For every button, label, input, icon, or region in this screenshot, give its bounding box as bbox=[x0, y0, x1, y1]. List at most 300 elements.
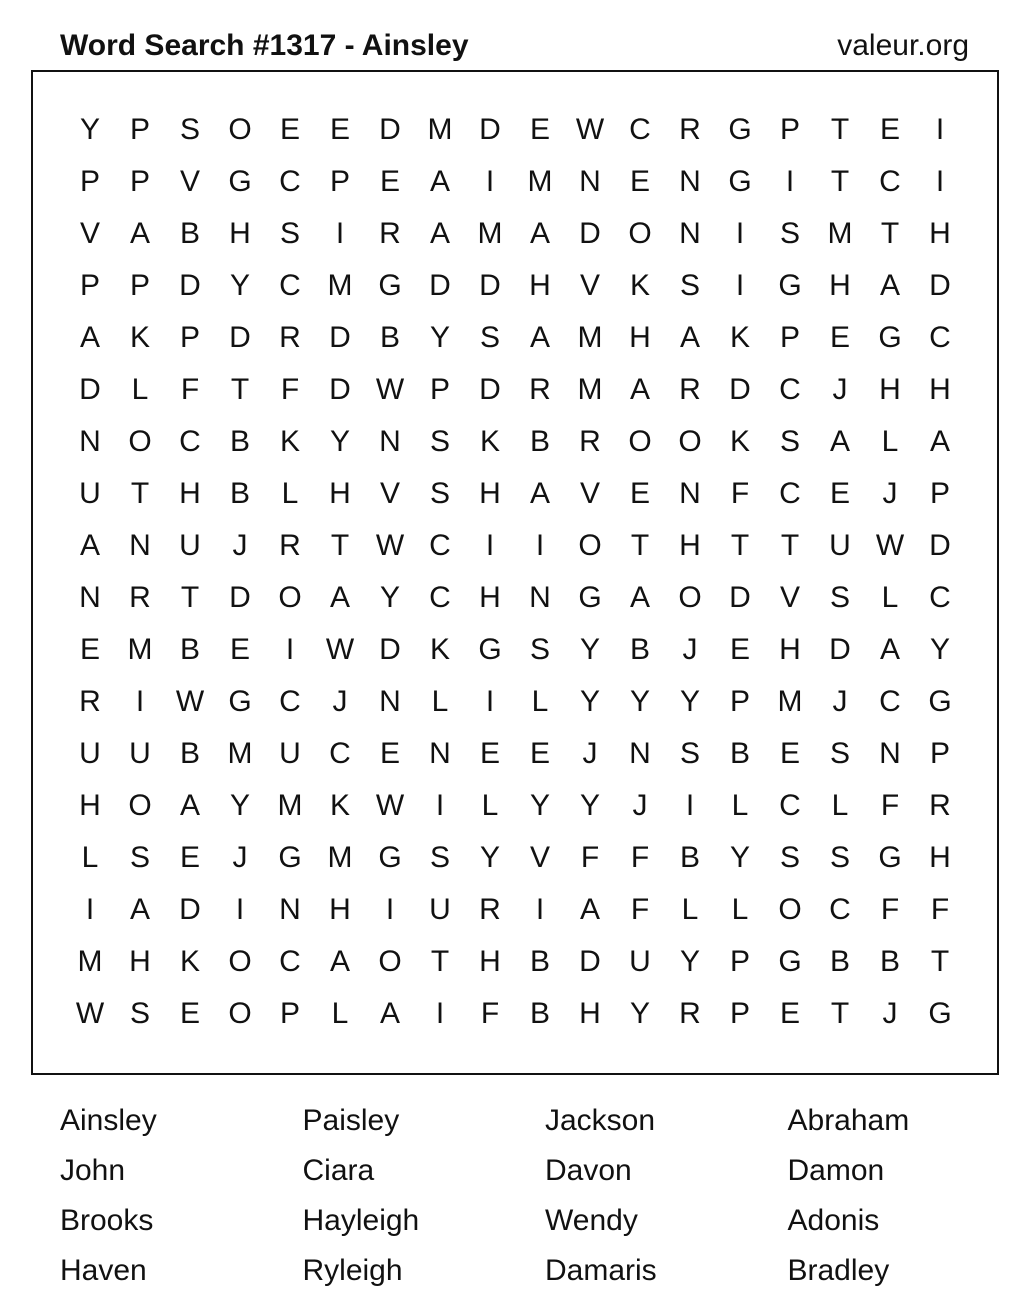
grid-letter: E bbox=[479, 737, 500, 770]
grid-letter: A bbox=[179, 789, 200, 822]
grid-letter: A bbox=[629, 581, 650, 614]
grid-letter: C bbox=[779, 789, 801, 822]
grid-letter: K bbox=[479, 425, 500, 458]
grid-letter: H bbox=[829, 269, 851, 302]
grid-letter: I bbox=[435, 997, 445, 1030]
grid-letter: G bbox=[228, 165, 252, 198]
grid-letter: C bbox=[429, 529, 451, 562]
grid-letter: Y bbox=[579, 633, 600, 666]
grid-letter: D bbox=[379, 113, 401, 146]
grid-letter: M bbox=[777, 685, 803, 718]
grid-letter: H bbox=[479, 477, 501, 510]
grid-letter: B bbox=[229, 477, 250, 510]
grid-letter: O bbox=[678, 581, 702, 614]
grid-letter: W bbox=[175, 685, 205, 718]
grid-letter: R bbox=[279, 529, 301, 562]
grid-letter: Y bbox=[579, 685, 600, 718]
grid-letter: I bbox=[535, 529, 545, 562]
grid-letter: H bbox=[929, 841, 951, 874]
grid-letter: B bbox=[179, 217, 200, 250]
word-list-item: Jackson bbox=[545, 1104, 656, 1137]
grid-letter: H bbox=[479, 581, 501, 614]
grid-letter: E bbox=[379, 737, 400, 770]
grid-letter: H bbox=[929, 373, 951, 406]
grid-letter: O bbox=[778, 893, 802, 926]
grid-letter: L bbox=[81, 841, 99, 874]
grid-letter: G bbox=[778, 945, 802, 978]
grid-letter: L bbox=[481, 789, 499, 822]
grid-letter: E bbox=[529, 737, 550, 770]
grid-letter: R bbox=[129, 581, 151, 614]
grid-letter: L bbox=[881, 425, 899, 458]
grid-letter: S bbox=[829, 581, 850, 614]
grid-letter: B bbox=[529, 945, 550, 978]
grid-letter: P bbox=[929, 477, 950, 510]
grid-letter: L bbox=[281, 477, 299, 510]
grid-letter: J bbox=[232, 841, 248, 874]
grid-letter: S bbox=[279, 217, 300, 250]
grid-letter: E bbox=[379, 165, 400, 198]
grid-letter: A bbox=[629, 373, 650, 406]
word-list-item: Haven bbox=[60, 1254, 147, 1287]
grid-letter: A bbox=[579, 893, 600, 926]
grid-letter: I bbox=[535, 893, 545, 926]
grid-letter: V bbox=[529, 841, 550, 874]
grid-letter: F bbox=[630, 893, 650, 926]
grid-letter: P bbox=[779, 321, 800, 354]
grid-letter: F bbox=[630, 841, 650, 874]
grid-letter: J bbox=[832, 373, 848, 406]
grid-letter: G bbox=[378, 841, 402, 874]
grid-letter: L bbox=[431, 685, 449, 718]
grid-letter: A bbox=[129, 217, 150, 250]
grid-letter: F bbox=[930, 893, 950, 926]
grid-letter: E bbox=[729, 633, 750, 666]
grid-letter: S bbox=[479, 321, 500, 354]
grid-letter: A bbox=[529, 217, 550, 250]
grid-letter: E bbox=[629, 477, 650, 510]
grid-letter: J bbox=[632, 789, 648, 822]
grid-letter: K bbox=[279, 425, 300, 458]
grid-letter: W bbox=[875, 529, 905, 562]
word-list-item: Bradley bbox=[787, 1254, 890, 1287]
letter-grid-frame bbox=[31, 70, 999, 1075]
grid-letter: B bbox=[179, 737, 200, 770]
grid-letter: T bbox=[780, 529, 800, 562]
grid-letter: M bbox=[427, 113, 453, 146]
grid-letter: U bbox=[829, 529, 851, 562]
grid-letter: D bbox=[479, 269, 501, 302]
grid-letter: B bbox=[729, 737, 750, 770]
grid-letter: O bbox=[678, 425, 702, 458]
grid-letter: B bbox=[629, 633, 650, 666]
grid-letter: K bbox=[629, 269, 650, 302]
grid-letter: Y bbox=[229, 269, 250, 302]
grid-letter: R bbox=[579, 425, 601, 458]
grid-letter: V bbox=[79, 217, 100, 250]
grid-letter: S bbox=[779, 841, 800, 874]
grid-letter: G bbox=[878, 841, 902, 874]
grid-letter: L bbox=[131, 373, 149, 406]
grid-letter: C bbox=[279, 269, 301, 302]
grid-letter: G bbox=[278, 841, 302, 874]
grid-letter: J bbox=[582, 737, 598, 770]
grid-letter: A bbox=[329, 945, 350, 978]
grid-letter: W bbox=[375, 789, 405, 822]
grid-letter: A bbox=[79, 529, 100, 562]
grid-letter: T bbox=[130, 477, 150, 510]
grid-letter: I bbox=[335, 217, 345, 250]
grid-letter: Y bbox=[329, 425, 350, 458]
grid-letter: F bbox=[480, 997, 500, 1030]
grid-letter: K bbox=[329, 789, 350, 822]
grid-letter: M bbox=[327, 269, 353, 302]
grid-letter: F bbox=[880, 789, 900, 822]
grid-letter: D bbox=[179, 269, 201, 302]
grid-letter: N bbox=[629, 737, 651, 770]
grid-letter: B bbox=[679, 841, 700, 874]
grid-letter: S bbox=[129, 841, 150, 874]
grid-letter: D bbox=[729, 581, 751, 614]
grid-letter: H bbox=[229, 217, 251, 250]
grid-letter: D bbox=[329, 321, 351, 354]
grid-letter: A bbox=[529, 477, 550, 510]
grid-letter: G bbox=[928, 685, 952, 718]
grid-letter: Y bbox=[79, 113, 100, 146]
grid-letter: I bbox=[85, 893, 95, 926]
grid-letter: L bbox=[881, 581, 899, 614]
grid-letter: K bbox=[729, 321, 750, 354]
grid-letter: H bbox=[529, 269, 551, 302]
grid-letter: I bbox=[785, 165, 795, 198]
grid-letter: O bbox=[378, 945, 402, 978]
grid-letter: T bbox=[880, 217, 900, 250]
grid-letter: H bbox=[179, 477, 201, 510]
word-list-item: Wendy bbox=[545, 1204, 638, 1237]
grid-letter: P bbox=[729, 945, 750, 978]
grid-letter: A bbox=[429, 165, 450, 198]
letter-grid bbox=[65, 104, 965, 1040]
grid-letter: I bbox=[935, 113, 945, 146]
grid-letter: R bbox=[279, 321, 301, 354]
grid-letter: N bbox=[79, 581, 101, 614]
grid-letter: D bbox=[79, 373, 101, 406]
grid-letter: I bbox=[285, 633, 295, 666]
grid-letter: D bbox=[929, 529, 951, 562]
grid-letter: A bbox=[129, 893, 150, 926]
grid-letter: Y bbox=[479, 841, 500, 874]
grid-letter: C bbox=[629, 113, 651, 146]
grid-letter: B bbox=[529, 425, 550, 458]
grid-letter: J bbox=[232, 529, 248, 562]
grid-letter: I bbox=[485, 685, 495, 718]
grid-letter: A bbox=[879, 269, 900, 302]
grid-letter: G bbox=[928, 997, 952, 1030]
grid-letter: S bbox=[679, 737, 700, 770]
grid-letter: G bbox=[228, 685, 252, 718]
grid-letter: Y bbox=[629, 685, 650, 718]
grid-letter: O bbox=[128, 789, 152, 822]
grid-letter: Y bbox=[629, 997, 650, 1030]
grid-letter: H bbox=[779, 633, 801, 666]
grid-letter: Y bbox=[679, 945, 700, 978]
grid-letter: O bbox=[228, 945, 252, 978]
grid-letter: N bbox=[679, 477, 701, 510]
grid-letter: S bbox=[179, 113, 200, 146]
word-list-item: Adonis bbox=[787, 1204, 880, 1237]
grid-letter: O bbox=[628, 217, 652, 250]
grid-letter: M bbox=[477, 217, 503, 250]
grid-letter: G bbox=[728, 165, 752, 198]
grid-letter: M bbox=[577, 321, 603, 354]
grid-letter: S bbox=[779, 217, 800, 250]
grid-letter: E bbox=[779, 997, 800, 1030]
grid-letter: E bbox=[879, 113, 900, 146]
grid-letter: I bbox=[235, 893, 245, 926]
grid-letter: C bbox=[279, 165, 301, 198]
grid-letter: E bbox=[829, 321, 850, 354]
grid-letter: P bbox=[279, 997, 300, 1030]
grid-letter: C bbox=[329, 737, 351, 770]
word-list bbox=[60, 1096, 1030, 1296]
grid-letter: J bbox=[882, 477, 898, 510]
grid-letter: D bbox=[179, 893, 201, 926]
grid-letter: S bbox=[129, 997, 150, 1030]
grid-letter: H bbox=[929, 217, 951, 250]
grid-letter: T bbox=[330, 529, 350, 562]
grid-letter: K bbox=[129, 321, 150, 354]
grid-letter: E bbox=[829, 477, 850, 510]
grid-letter: F bbox=[580, 841, 600, 874]
grid-letter: S bbox=[829, 841, 850, 874]
grid-letter: P bbox=[329, 165, 350, 198]
word-list-item: Ryleigh bbox=[302, 1254, 403, 1287]
grid-letter: N bbox=[679, 217, 701, 250]
grid-letter: I bbox=[735, 217, 745, 250]
grid-letter: M bbox=[127, 633, 153, 666]
grid-letter: N bbox=[579, 165, 601, 198]
grid-letter: Y bbox=[729, 841, 750, 874]
grid-letter: G bbox=[378, 269, 402, 302]
grid-letter: U bbox=[129, 737, 151, 770]
grid-letter: U bbox=[629, 945, 651, 978]
grid-letter: T bbox=[180, 581, 200, 614]
grid-letter: C bbox=[179, 425, 201, 458]
grid-letter: F bbox=[280, 373, 300, 406]
grid-letter: N bbox=[379, 685, 401, 718]
grid-letter: E bbox=[179, 997, 200, 1030]
grid-letter: I bbox=[435, 789, 445, 822]
grid-letter: V bbox=[579, 477, 600, 510]
grid-letter: F bbox=[180, 373, 200, 406]
grid-letter: M bbox=[77, 945, 103, 978]
grid-letter: S bbox=[429, 425, 450, 458]
grid-letter: P bbox=[129, 165, 150, 198]
grid-letter: L bbox=[731, 789, 749, 822]
grid-letter: T bbox=[830, 997, 850, 1030]
grid-letter: C bbox=[279, 945, 301, 978]
grid-letter: E bbox=[629, 165, 650, 198]
grid-letter: G bbox=[578, 581, 602, 614]
grid-letter: W bbox=[75, 997, 105, 1030]
grid-letter: D bbox=[579, 217, 601, 250]
grid-letter: T bbox=[830, 113, 850, 146]
grid-letter: D bbox=[229, 321, 251, 354]
grid-letter: O bbox=[128, 425, 152, 458]
word-list-item: Davon bbox=[545, 1154, 632, 1187]
grid-letter: C bbox=[879, 685, 901, 718]
word-list-item: Hayleigh bbox=[302, 1204, 420, 1237]
grid-letter: T bbox=[630, 529, 650, 562]
grid-letter: I bbox=[735, 269, 745, 302]
grid-letter: H bbox=[629, 321, 651, 354]
grid-letter: N bbox=[379, 425, 401, 458]
grid-letter: P bbox=[79, 269, 100, 302]
grid-letter: G bbox=[778, 269, 802, 302]
grid-letter: W bbox=[575, 113, 605, 146]
grid-letter: B bbox=[879, 945, 900, 978]
grid-letter: S bbox=[529, 633, 550, 666]
grid-letter: Y bbox=[429, 321, 450, 354]
grid-letter: W bbox=[325, 633, 355, 666]
grid-letter: U bbox=[279, 737, 301, 770]
grid-letter: P bbox=[129, 269, 150, 302]
grid-letter: R bbox=[679, 373, 701, 406]
grid-letter: S bbox=[679, 269, 700, 302]
grid-letter: Y bbox=[529, 789, 550, 822]
grid-letter: N bbox=[429, 737, 451, 770]
grid-letter: Y bbox=[379, 581, 400, 614]
grid-letter: B bbox=[379, 321, 400, 354]
word-list-item: Damon bbox=[787, 1154, 885, 1187]
grid-letter: E bbox=[229, 633, 250, 666]
grid-letter: S bbox=[429, 841, 450, 874]
grid-letter: R bbox=[929, 789, 951, 822]
grid-letter: H bbox=[79, 789, 101, 822]
grid-letter: T bbox=[230, 373, 250, 406]
grid-letter: M bbox=[327, 841, 353, 874]
grid-letter: I bbox=[685, 789, 695, 822]
word-list-item: Paisley bbox=[302, 1104, 400, 1137]
grid-letter: N bbox=[279, 893, 301, 926]
grid-letter: M bbox=[827, 217, 853, 250]
grid-letter: J bbox=[332, 685, 348, 718]
grid-letter: A bbox=[379, 997, 400, 1030]
grid-letter: F bbox=[730, 477, 750, 510]
grid-letter: P bbox=[779, 113, 800, 146]
grid-letter: D bbox=[229, 581, 251, 614]
grid-letter: T bbox=[730, 529, 750, 562]
grid-letter: J bbox=[682, 633, 698, 666]
grid-letter: U bbox=[179, 529, 201, 562]
grid-letter: H bbox=[679, 529, 701, 562]
grid-letter: G bbox=[728, 113, 752, 146]
grid-letter: M bbox=[227, 737, 253, 770]
grid-letter: K bbox=[729, 425, 750, 458]
grid-letter: I bbox=[935, 165, 945, 198]
word-list-item: Ainsley bbox=[60, 1104, 157, 1137]
grid-letter: F bbox=[880, 893, 900, 926]
grid-letter: B bbox=[229, 425, 250, 458]
grid-letter: A bbox=[329, 581, 350, 614]
grid-letter: R bbox=[79, 685, 101, 718]
word-list-item: John bbox=[60, 1154, 126, 1187]
grid-letter: P bbox=[929, 737, 950, 770]
grid-letter: I bbox=[485, 529, 495, 562]
grid-letter: K bbox=[179, 945, 200, 978]
grid-letter: B bbox=[829, 945, 850, 978]
grid-letter: U bbox=[79, 477, 101, 510]
grid-letter: D bbox=[379, 633, 401, 666]
grid-letter: O bbox=[628, 425, 652, 458]
grid-letter: T bbox=[430, 945, 450, 978]
puzzle-title: Word Search #1317 - Ainsley bbox=[60, 29, 469, 62]
grid-letter: V bbox=[779, 581, 800, 614]
grid-letter: W bbox=[375, 373, 405, 406]
grid-letter: Y bbox=[679, 685, 700, 718]
grid-letter: H bbox=[129, 945, 151, 978]
grid-letter: D bbox=[429, 269, 451, 302]
grid-letter: H bbox=[329, 477, 351, 510]
grid-letter: C bbox=[829, 893, 851, 926]
grid-letter: A bbox=[79, 321, 100, 354]
grid-letter: O bbox=[278, 581, 302, 614]
grid-letter: R bbox=[679, 997, 701, 1030]
grid-letter: C bbox=[429, 581, 451, 614]
grid-letter: M bbox=[527, 165, 553, 198]
grid-letter: V bbox=[179, 165, 200, 198]
grid-letter: O bbox=[578, 529, 602, 562]
grid-letter: P bbox=[729, 997, 750, 1030]
grid-letter: L bbox=[531, 685, 549, 718]
grid-letter: E bbox=[179, 841, 200, 874]
grid-letter: N bbox=[879, 737, 901, 770]
grid-letter: G bbox=[878, 321, 902, 354]
grid-letter: R bbox=[529, 373, 551, 406]
grid-letter: V bbox=[379, 477, 400, 510]
grid-letter: S bbox=[429, 477, 450, 510]
grid-letter: V bbox=[579, 269, 600, 302]
grid-letter: G bbox=[478, 633, 502, 666]
grid-letter: W bbox=[375, 529, 405, 562]
grid-letter: C bbox=[929, 321, 951, 354]
grid-letter: C bbox=[779, 477, 801, 510]
grid-letter: O bbox=[228, 997, 252, 1030]
grid-letter: E bbox=[529, 113, 550, 146]
site-name: valeur.org bbox=[837, 29, 969, 62]
grid-letter: H bbox=[879, 373, 901, 406]
grid-letter: P bbox=[429, 373, 450, 406]
grid-letter: P bbox=[129, 113, 150, 146]
grid-letter: H bbox=[479, 945, 501, 978]
grid-letter: U bbox=[79, 737, 101, 770]
grid-letter: R bbox=[679, 113, 701, 146]
grid-letter: Y bbox=[229, 789, 250, 822]
grid-letter: D bbox=[829, 633, 851, 666]
grid-letter: R bbox=[379, 217, 401, 250]
word-list-item: Abraham bbox=[787, 1104, 910, 1137]
grid-letter: J bbox=[882, 997, 898, 1030]
grid-letter: I bbox=[385, 893, 395, 926]
grid-letter: A bbox=[879, 633, 900, 666]
grid-letter: E bbox=[779, 737, 800, 770]
grid-letter: Y bbox=[929, 633, 950, 666]
grid-letter: M bbox=[577, 373, 603, 406]
grid-letter: H bbox=[329, 893, 351, 926]
grid-letter: S bbox=[779, 425, 800, 458]
word-list-item: Damaris bbox=[545, 1254, 657, 1287]
grid-letter: L bbox=[681, 893, 699, 926]
